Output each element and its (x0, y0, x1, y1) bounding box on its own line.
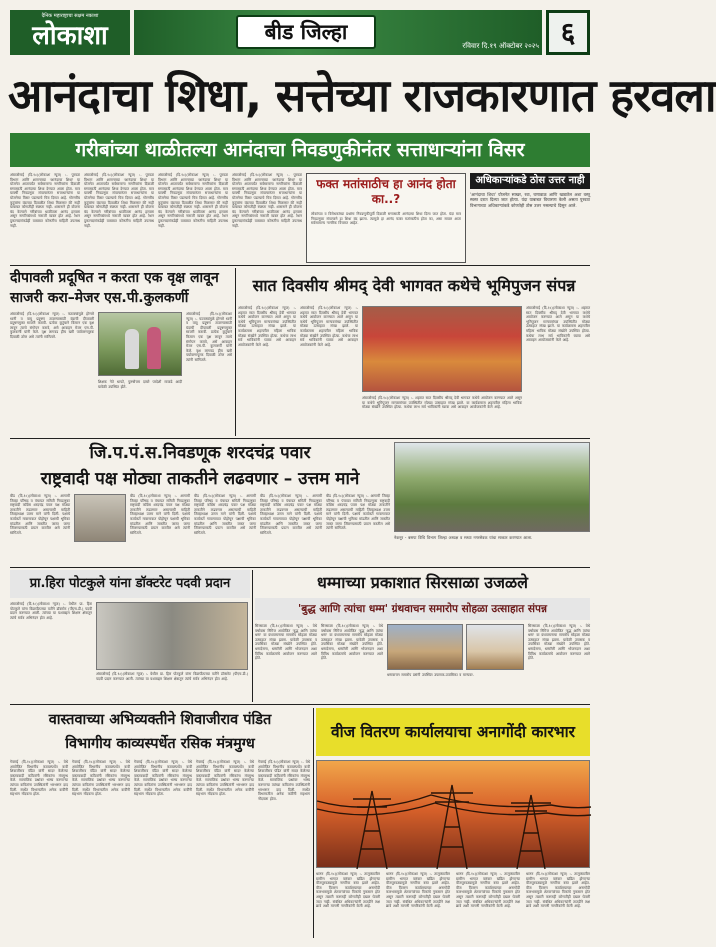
lead-side-title: अधिकाऱ्यांकडे ठोस उत्तर नाही (470, 173, 590, 189)
doctorate-headline: प्रा.हिरा पोटकुले यांना डॉक्टरेट पदवी प्रदान (10, 570, 250, 598)
dhamma-photo-1 (387, 624, 463, 670)
power-body-col3: धारूर (दि.१८)(लोकाशा न्यूज) :- तालुक्यातील ग्रामीण भागात वारंवार खंडित होणाऱ्या वीजपुरवठ्यामुळे नागरिक त्रस्त झाले आहेत. वीज वितरण कार्यालयाच्या अनागोंदी कारभारामुळे शेतकऱ्यांच्या पिकांचे नुकसान होत असून तक्रारी करूनही कोणतीही दखल घेतली जात नाही. संबंधित अधिकाऱ्यांनी तातडीने लक्ष द्यावे अशी मागणी नागरिकांनी केली आहे. (456, 872, 520, 909)
dhamma-headline: धम्माच्या प्रकाशात सिरसाळा उजळले (317, 573, 528, 592)
power-body-col4: धारूर (दि.१८)(लोकाशा न्यूज) :- तालुक्यातील ग्रामीण भागात वारंवार खंडित होणाऱ्या वीजपुरवठ्यामुळे नागरिक त्रस्त झाले आहेत. वीज वितरण कार्यालयाच्या अनागोंदी कारभारामुळे शेतकऱ्यांच्या पिकांचे नुकसान होत असून तक्रारी करूनही कोणतीही दखल घेतली जात नाही. संबंधित अधिकाऱ्यांनी तातडीने लक्ष द्यावे अशी मागणी नागरिकांनी केली आहे. (526, 872, 590, 909)
divider (10, 438, 590, 439)
power-headline: वीज वितरण कार्यालयाचा अनागोंदी कारभार (331, 723, 575, 741)
zp-body-col3: बीड (दि.१८)(लोकाशा न्यूज) :- आगामी जिल्हा परिषद व पंचायत समिती निवडणुका राष्ट्रवादी काँग्रेस शरदचंद्र पवार पक्ष मोठ्या ताकतीने लढवणार असल्याची माहिती जिल्हाध्यक्ष उत्तम माने यांनी दिली. पक्षाचे कार्यकर्ते गावागावात पोहोचून पक्षाची भूमिका मांडतील आणि जास्तीत जास्त जागा जिंकण्यासाठी प्रयत्न करतील असे त्यांनी सांगितले. (194, 494, 256, 535)
masthead (10, 10, 590, 55)
power-headline-bar (316, 708, 590, 756)
power-body-col2: धारूर (दि.१८)(लोकाशा न्यूज) :- तालुक्यातील ग्रामीण भागात वारंवार खंडित होणाऱ्या वीजपुरवठ्यामुळे नागरिक त्रस्त झाले आहेत. वीज वितरण कार्यालयाच्या अनागोंदी कारभारामुळे शेतकऱ्यांच्या पिकांचे नुकसान होत असून तक्रारी करूनही कोणतीही दखल घेतली जात नाही. संबंधित अधिकाऱ्यांनी तातडीने लक्ष द्यावे अशी मागणी नागरिकांनी केली आहे. (386, 872, 450, 909)
shivaji-headline-line1: वास्तवाच्या अभिव्यक्तीने शिवाजीराव पंडित (48, 712, 272, 728)
dhamma-body-col1: सिरसाळा (दि.१८)(लोकाशा न्यूज) :- येथे वर्षावास निमित्त आयोजित 'बुद्ध आणि त्यांचा धम्म' या ग्रंथवाचनाचा समारोप सोहळा मोठ्या उत्साहात संपन्न झाला. यावेळी उपासक व उपासिका मोठ्या संख्येने उपस्थित होते. धम्मदेसना, धम्मरॅली आणि भोजनदान अशा विविध कार्यक्रमांचे आयोजन करण्यात आले होते. (255, 624, 317, 661)
issue-date: रविवार दि.१९ ऑक्टोबर २०२५ (462, 42, 539, 50)
masthead-kicker: दैनिक महाराष्ट्राचा सक्षम नकाशा (41, 13, 99, 19)
masthead-logo-box (10, 10, 130, 55)
lead-body-col3: अंबाजोगाई (दि.१८)(लोकाशा न्यूज) :- पुरवठा विभाग आणि शासनाच्या 'आनंदाचा शिधा' या योजनेत आतापर्यंत सर्वसामान्य नागरिकांना दिवाळी सणासाठी आनंदाचा शिधा देण्यात आला होता. मात्र यावर्षी निवडणूक संपल्यानंतर सत्ताधाऱ्यांना या योजनेचा विसर पडल्याचे चित्र दिसत आहे. गोरगरीब कुटुंबांना यंदाच्या दिवाळीत शिधा मिळणार की नाही याबाबत कोणतीही स्पष्टता नाही. शासनाने ही योजना बंद केल्याने गरीबांच्या थाळीतला आनंद हरवला असून नागरिकांमध्ये नाराजी व्यक्त होत आहे. रेशन दुकानदारांकडेही याबाबत कोणतीच माहिती उपलब्ध नाही. (158, 173, 228, 228)
zp-headline-line1: जि.प.पं.स.निवडणूक शरदचंद्र पवार (89, 443, 311, 463)
lead-side (470, 173, 590, 263)
zp-headline-line2: राष्ट्रवादी पक्ष मोठ्या ताकतीने लढवणार – उत्तम माने (40, 469, 360, 489)
bhagwat-body-col3: अंबाजोगाई (दि.१८)(लोकाशा न्यूज) :- शहरात सात दिवसीय श्रीमद् देवी भागवत कथेचे आयोजन करण्यात आले असून या कथेचे भूमिपूजन मान्यवरांच्या उपस्थितीत मोठ्या उत्साहात संपन्न झाले. या कार्यक्रमास शहरातील महिला भाविक मोठ्या संख्येने उपस्थित होत्या. कथेचा लाभ सर्व भाविकांनी घ्यावा असे आवाहन आयोजकांनी केले आहे. (362, 396, 522, 410)
zp-body-col5: बीड (दि.१८)(लोकाशा न्यूज) :- आगामी जिल्हा परिषद व पंचायत समिती निवडणुका राष्ट्रवादी काँग्रेस शरदचंद्र पवार पक्ष मोठ्या ताकतीने लढवणार असल्याची माहिती जिल्हाध्यक्ष उत्तम माने यांनी दिली. पक्षाचे कार्यकर्ते गावागावात पोहोचून पक्षाची भूमिका मांडतील आणि जास्तीत जास्त जागा जिंकण्यासाठी प्रयत्न करतील असे त्यांनी सांगितले. (326, 494, 391, 531)
tree-caption: शिक्षक नेते धापटे, पुरुषोत्तम दाबरे परदेशी मायाडे आदी यावेळी उपस्थित होते. (98, 380, 182, 389)
zp-caption: नेकनूर - बसपा विधि विभाग जिल्हा अध्यक्ष व सध्या नगरसेवक यांचा सत्कार करण्यात आला. (394, 535, 533, 540)
power-body-col1: धारूर (दि.१८)(लोकाशा न्यूज) :- तालुक्यातील ग्रामीण भागात वारंवार खंडित होणाऱ्या वीजपुरवठ्यामुळे नागरिक त्रस्त झाले आहेत. वीज वितरण कार्यालयाच्या अनागोंदी कारभारामुळे शेतकऱ्यांच्या पिकांचे नुकसान होत असून तक्रारी करूनही कोणतीही दखल घेतली जात नाही. संबंधित अधिकाऱ्यांनी तातडीने लक्ष द्यावे अशी मागणी नागरिकांनी केली आहे. (316, 872, 380, 909)
zp-body-col2: बीड (दि.१८)(लोकाशा न्यूज) :- आगामी जिल्हा परिषद व पंचायत समिती निवडणुका राष्ट्रवादी काँग्रेस शरदचंद्र पवार पक्ष मोठ्या ताकतीने लढवणार असल्याची माहिती जिल्हाध्यक्ष उत्तम माने यांनी दिली. पक्षाचे कार्यकर्ते गावागावात पोहोचून पक्षाची भूमिका मांडतील आणि जास्तीत जास्त जागा जिंकण्यासाठी प्रयत्न करतील असे त्यांनी सांगितले. (130, 494, 190, 535)
section-label-box (236, 15, 376, 49)
zp-body-col4: बीड (दि.१८)(लोकाशा न्यूज) :- आगामी जिल्हा परिषद व पंचायत समिती निवडणुका राष्ट्रवादी काँग्रेस शरदचंद्र पवार पक्ष मोठ्या ताकतीने लढवणार असल्याची माहिती जिल्हाध्यक्ष उत्तम माने यांनी दिली. पक्षाचे कार्यकर्ते गावागावात पोहोचून पक्षाची भूमिका मांडतील आणि जास्तीत जास्त जागा जिंकण्यासाठी प्रयत्न करतील असे त्यांनी सांगितले. (260, 494, 322, 535)
masthead-name: लोकाशा (32, 21, 108, 51)
shivaji-body-col5: गेवराई (दि.१८)(लोकाशा न्यूज) :- येथे आयोजित विभागीय काव्यस्पर्धेत कवी शिवाजीराव पंडित यांनी सादर केलेल्या वास्तववादी कवितांनी रसिकांना मंत्रमुग्ध केले. सामाजिक प्रश्नांवर भाष्य करणाऱ्या त्यांच्या कवितांना उपस्थितांनी भरभरून दाद दिली. स्पर्धेत विभागातील अनेक कवींनी सहभाग नोंदवला होता. (258, 760, 310, 801)
lead-side-body: 'आनंदाचा शिधा' योजनेत साखर, रवा, चणाडाळ आणि खाद्यतेल अशा वस्तू स्वस्त दरात दिल्या जात होत्या. यंदा याबाबत विचारणा केली असता पुरवठा विभागाच्या अधिकाऱ्यांकडे कोणतेही ठोस उत्तर नसल्याचे दिसून आले. (470, 192, 590, 208)
doctorate-body-col2: अंबाजोगाई (दि.१८)(लोकाशा न्यूज) :- येथील प्रा. हिरा पोटकुले यांना विद्यापीठाच्या वतीने डॉक्टरेट (पीएच.डी.) पदवी प्रदान करण्यात आली. त्यांच्या या यशाबद्दल शिक्षण क्षेत्रातून त्यांचे सर्वत्र अभिनंदन होत आहे. (96, 672, 248, 681)
page-number-box (546, 10, 590, 55)
bhagwat-body-col1: अंबाजोगाई (दि.१८)(लोकाशा न्यूज) :- शहरात सात दिवसीय श्रीमद् देवी भागवत कथेचे आयोजन करण्यात आले असून या कथेचे भूमिपूजन मान्यवरांच्या उपस्थितीत मोठ्या उत्साहात संपन्न झाले. या कार्यक्रमास शहरातील महिला भाविक मोठ्या संख्येने उपस्थित होत्या. कथेचा लाभ सर्व भाविकांनी घ्यावा असे आवाहन आयोजकांनी केले आहे. (238, 306, 296, 347)
bhagwat-photo (362, 306, 522, 392)
dhamma-caption: धम्मवाचन समारोप प्रसंगी उपस्थित उपासक-उपासिका व मान्यवर. (387, 673, 474, 677)
power-photo (316, 760, 590, 868)
tree-photo-person (147, 327, 161, 369)
bhagwat-headline: सात दिवसीय श्रीमद् देवी भागवत कथेचे भूमिपुजन संपन्न (252, 276, 576, 295)
bhagwat-body-col2: अंबाजोगाई (दि.१८)(लोकाशा न्यूज) :- शहरात सात दिवसीय श्रीमद् देवी भागवत कथेचे आयोजन करण्यात आले असून या कथेचे भूमिपूजन मान्यवरांच्या उपस्थितीत मोठ्या उत्साहात संपन्न झाले. या कार्यक्रमास शहरातील महिला भाविक मोठ्या संख्येने उपस्थित होत्या. कथेचा लाभ सर्व भाविकांनी घ्यावा असे आवाहन आयोजकांनी केले आहे. (300, 306, 358, 347)
divider (10, 704, 590, 705)
lead-body-col2: अंबाजोगाई (दि.१८)(लोकाशा न्यूज) :- पुरवठा विभाग आणि शासनाच्या 'आनंदाचा शिधा' या योजनेत आतापर्यंत सर्वसामान्य नागरिकांना दिवाळी सणासाठी आनंदाचा शिधा देण्यात आला होता. मात्र यावर्षी निवडणूक संपल्यानंतर सत्ताधाऱ्यांना या योजनेचा विसर पडल्याचे चित्र दिसत आहे. गोरगरीब कुटुंबांना यंदाच्या दिवाळीत शिधा मिळणार की नाही याबाबत कोणतीही स्पष्टता नाही. शासनाने ही योजना बंद केल्याने गरीबांच्या थाळीतला आनंद हरवला असून नागरिकांमध्ये नाराजी व्यक्त होत आहे. रेशन दुकानदारांकडेही याबाबत कोणतीच माहिती उपलब्ध नाही. (84, 173, 154, 228)
shivaji-headline-line2: विभागीय काव्यस्पर्धेत रसिक मंत्रमुग्ध (65, 736, 255, 752)
dhamma-photo-2 (466, 624, 524, 670)
shivaji-body-col4: गेवराई (दि.१८)(लोकाशा न्यूज) :- येथे आयोजित विभागीय काव्यस्पर्धेत कवी शिवाजीराव पंडित यांनी सादर केलेल्या वास्तववादी कवितांनी रसिकांना मंत्रमुग्ध केले. सामाजिक प्रश्नांवर भाष्य करणाऱ्या त्यांच्या कवितांना उपस्थितांनी भरभरून दाद दिली. स्पर्धेत विभागातील अनेक कवींनी सहभाग नोंदवला होता. (196, 760, 254, 797)
dhamma-body-col2: सिरसाळा (दि.१८)(लोकाशा न्यूज) :- येथे वर्षावास निमित्त आयोजित 'बुद्ध आणि त्यांचा धम्म' या ग्रंथवाचनाचा समारोप सोहळा मोठ्या उत्साहात संपन्न झाला. यावेळी उपासक व उपासिका मोठ्या संख्येने उपस्थित होते. धम्मदेसना, धम्मरॅली आणि भोजनदान अशा विविध कार्यक्रमांचे आयोजन करण्यात आले होते. (321, 624, 383, 661)
tree-body-col2: अंबाजोगाई (दि.१८)(लोकाशा न्यूज) :- फटाक्यांमुळे होणारे ध्वनी व वायू प्रदूषण टाळण्यासाठी यंदाची दीपावली प्रदूषणमुक्त साजरी करावी. प्रत्येक कुटुंबाने किमान एक वृक्ष लावून त्याचे संगोपन करावे, असे आवाहन मेजर एस.पी. कुलकर्णी यांनी केले. वृक्ष लागवड हीच खरी पर्यावरणपूरक दिवाळी ठरेल असे त्यांनी सांगितले. (186, 312, 232, 362)
tree-photo (98, 312, 182, 376)
power-tower-icon (317, 761, 591, 869)
tree-body: अंबाजोगाई (दि.१८)(लोकाशा न्यूज) :- फटाक्यांमुळे होणारे ध्वनी व वायू प्रदूषण टाळण्यासाठी यंदाची दीपावली प्रदूषणमुक्त साजरी करावी. प्रत्येक कुटुंबाने किमान एक वृक्ष लावून त्याचे संगोपन करावे, असे आवाहन मेजर एस.पी. कुलकर्णी यांनी केले. वृक्ष लागवड हीच खरी पर्यावरणपूरक दिवाळी ठरेल असे त्यांनी सांगितले. (10, 312, 94, 339)
lead-box-title: फक्त मतांसाठीच हा आनंद होता का..? (316, 177, 456, 206)
lead-body-col1: अंबाजोगाई (दि.१८)(लोकाशा न्यूज) :- पुरवठा विभाग आणि शासनाच्या 'आनंदाचा शिधा' या योजनेत आतापर्यंत सर्वसामान्य नागरिकांना दिवाळी सणासाठी आनंदाचा शिधा देण्यात आला होता. मात्र यावर्षी निवडणूक संपल्यानंतर सत्ताधाऱ्यांना या योजनेचा विसर पडल्याचे चित्र दिसत आहे. गोरगरीब कुटुंबांना यंदाच्या दिवाळीत शिधा मिळणार की नाही याबाबत कोणतीही स्पष्टता नाही. शासनाने ही योजना बंद केल्याने गरीबांच्या थाळीतला आनंद हरवला असून नागरिकांमध्ये नाराजी व्यक्त होत आहे. रेशन दुकानदारांकडेही याबाबत कोणतीच माहिती उपलब्ध नाही. (10, 173, 80, 228)
shivaji-body-col3: गेवराई (दि.१८)(लोकाशा न्यूज) :- येथे आयोजित विभागीय काव्यस्पर्धेत कवी शिवाजीराव पंडित यांनी सादर केलेल्या वास्तववादी कवितांनी रसिकांना मंत्रमुग्ध केले. सामाजिक प्रश्नांवर भाष्य करणाऱ्या त्यांच्या कवितांना उपस्थितांनी भरभरून दाद दिली. स्पर्धेत विभागातील अनेक कवींनी सहभाग नोंदवला होता. (134, 760, 192, 797)
tree-headline: दीपावली प्रदूषित न करता एक वृक्ष लावून साजरी करा–मेजर एस.पी.कुलकर्णी (10, 270, 219, 306)
dhamma-subhead: 'बुद्ध आणि त्यांचा धम्म' ग्रंथवाचन समारोप सोहळा उत्साहात संपन्न (298, 603, 547, 615)
shivaji-body-col1: गेवराई (दि.१८)(लोकाशा न्यूज) :- येथे आयोजित विभागीय काव्यस्पर्धेत कवी शिवाजीराव पंडित यांनी सादर केलेल्या वास्तववादी कवितांनी रसिकांना मंत्रमुग्ध केले. सामाजिक प्रश्नांवर भाष्य करणाऱ्या त्यांच्या कवितांना उपस्थितांनी भरभरून दाद दिली. स्पर्धेत विभागातील अनेक कवींनी सहभाग नोंदवला होता. (10, 760, 68, 797)
lead-subhead: गरीबांच्या थाळीतल्या आनंदाचा निवडणुकीनंतर सत्ताधाऱ्यांना विसर (75, 139, 525, 161)
section-label: बीड जिल्हा (264, 20, 348, 44)
lead-body-col4: अंबाजोगाई (दि.१८)(लोकाशा न्यूज) :- पुरवठा विभाग आणि शासनाच्या 'आनंदाचा शिधा' या योजनेत आतापर्यंत सर्वसामान्य नागरिकांना दिवाळी सणासाठी आनंदाचा शिधा देण्यात आला होता. मात्र यावर्षी निवडणूक संपल्यानंतर सत्ताधाऱ्यांना या योजनेचा विसर पडल्याचे चित्र दिसत आहे. गोरगरीब कुटुंबांना यंदाच्या दिवाळीत शिधा मिळणार की नाही याबाबत कोणतीही स्पष्टता नाही. शासनाने ही योजना बंद केल्याने गरीबांच्या थाळीतला आनंद हरवला असून नागरिकांमध्ये नाराजी व्यक्त होत आहे. रेशन दुकानदारांकडेही याबाबत कोणतीच माहिती उपलब्ध नाही. (232, 173, 302, 228)
lead-box-body: लोकांच्या व विरोधकांच्या प्रश्नांना निवडणुकीपूर्वी दिवाळी सणासाठी आनंदाचा शिधा दिला जात होता. यंदा मात्र निवडणुका संपल्याने हा शिधा बंद झाला. त्यामुळे हा आनंद फक्त मतांसाठीच होता का, असा सवाल आता सर्वसामान्य नागरिक विचारत आहेत. (311, 212, 461, 226)
page-number: ६ (560, 16, 576, 49)
shivaji-body-col2: गेवराई (दि.१८)(लोकाशा न्यूज) :- येथे आयोजित विभागीय काव्यस्पर्धेत कवी शिवाजीराव पंडित यांनी सादर केलेल्या वास्तववादी कवितांनी रसिकांना मंत्रमुग्ध केले. सामाजिक प्रश्नांवर भाष्य करणाऱ्या त्यांच्या कवितांना उपस्थितांनी भरभरून दाद दिली. स्पर्धेत विभागातील अनेक कवींनी सहभाग नोंदवला होता. (72, 760, 130, 797)
zp-road-photo (394, 442, 590, 532)
tree-photo-person (125, 329, 139, 369)
divider (10, 265, 590, 266)
divider (235, 268, 236, 436)
divider (252, 570, 253, 702)
doctorate-photo (96, 602, 248, 670)
zp-photo (74, 494, 126, 542)
dhamma-body-col3: सिरसाळा (दि.१८)(लोकाशा न्यूज) :- येथे वर्षावास निमित्त आयोजित 'बुद्ध आणि त्यांचा धम्म' या ग्रंथवाचनाचा समारोप सोहळा मोठ्या उत्साहात संपन्न झाला. यावेळी उपासक व उपासिका मोठ्या संख्येने उपस्थित होते. धम्मदेसना, धम्मरॅली आणि भोजनदान अशा विविध कार्यक्रमांचे आयोजन करण्यात आले होते. (528, 624, 590, 661)
divider (313, 708, 314, 938)
dhamma-subhead-bar (255, 598, 590, 620)
zp-body-col1: बीड (दि.१८)(लोकाशा न्यूज) :- आगामी जिल्हा परिषद व पंचायत समिती निवडणुका राष्ट्रवादी काँग्रेस शरदचंद्र पवार पक्ष मोठ्या ताकतीने लढवणार असल्याची माहिती जिल्हाध्यक्ष उत्तम माने यांनी दिली. पक्षाचे कार्यकर्ते गावागावात पोहोचून पक्षाची भूमिका मांडतील आणि जास्तीत जास्त जागा जिंकण्यासाठी प्रयत्न करतील असे त्यांनी सांगितले. (10, 494, 70, 535)
bhagwat-body-col4: अंबाजोगाई (दि.१८)(लोकाशा न्यूज) :- शहरात सात दिवसीय श्रीमद् देवी भागवत कथेचे आयोजन करण्यात आले असून या कथेचे भूमिपूजन मान्यवरांच्या उपस्थितीत मोठ्या उत्साहात संपन्न झाले. या कार्यक्रमास शहरातील महिला भाविक मोठ्या संख्येने उपस्थित होत्या. कथेचा लाभ सर्व भाविकांनी घ्यावा असे आवाहन आयोजकांनी केले आहे. (526, 306, 590, 343)
lead-headline: आनंदाचा शिधा, सत्तेच्या राजकारणात हरवला (8, 69, 716, 122)
lead-subhead-bar (10, 133, 590, 167)
lead-box (306, 173, 466, 263)
doctorate-body-col1: अंबाजोगाई (दि.१८)(लोकाशा न्यूज) :- येथील प्रा. हिरा पोटकुले यांना विद्यापीठाच्या वतीने डॉक्टरेट (पीएच.डी.) पदवी प्रदान करण्यात आली. त्यांच्या या यशाबद्दल शिक्षण क्षेत्रातून त्यांचे सर्वत्र अभिनंदन होत आहे. (10, 602, 92, 620)
